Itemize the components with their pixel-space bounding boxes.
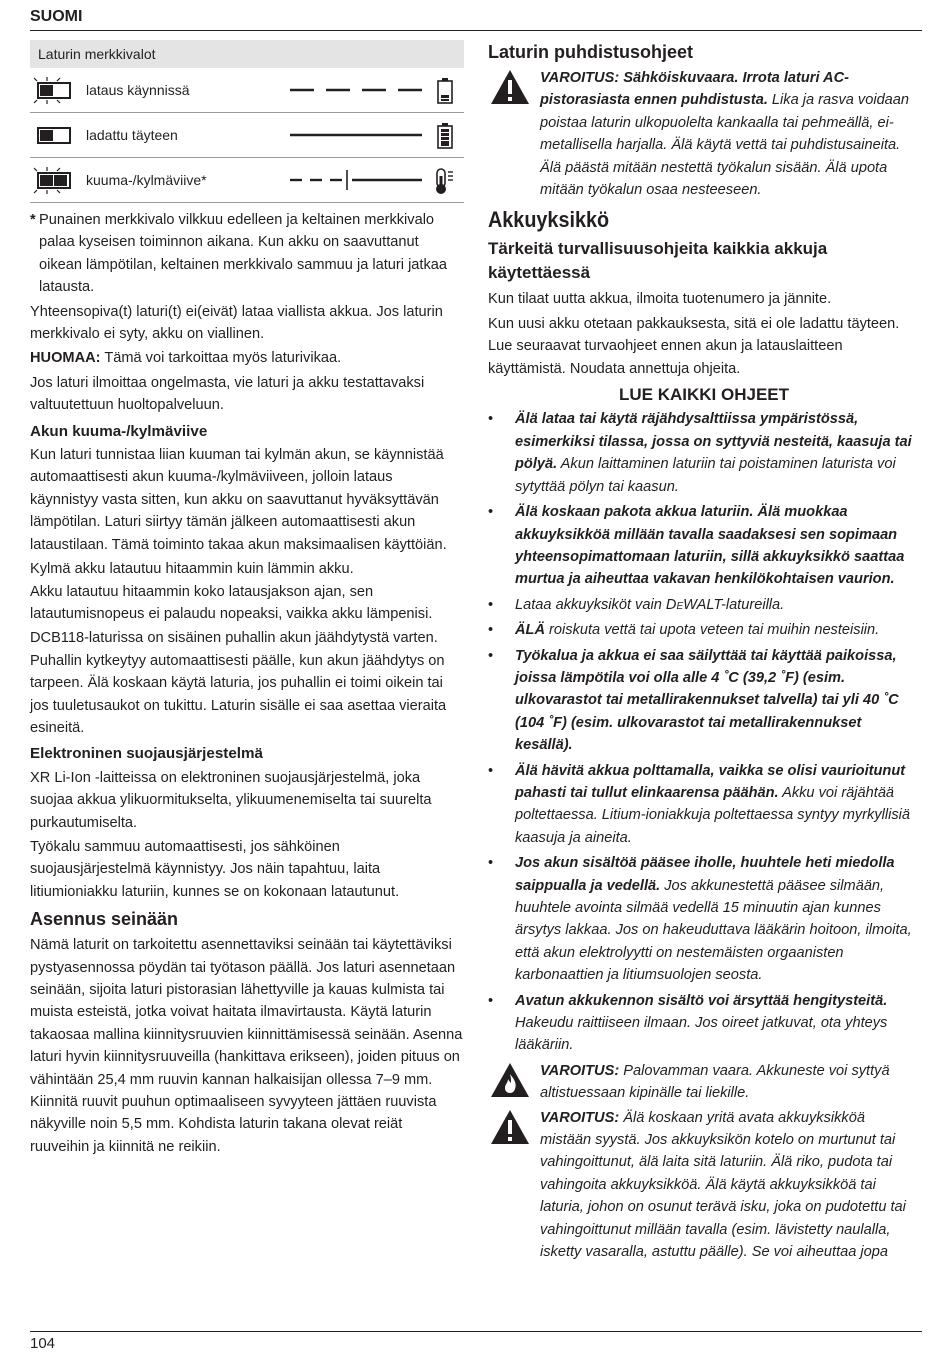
paragraph: Kun uusi akku otetaan pakkauksesta, sitä ei ole ladattu täyteen. Lue seuraavat turvaohjeet ennen akun ja latauslaitteen käyttämistä. Noudata annettuja ohjeita. — [488, 315, 900, 377]
list-item: • ÄLÄ roiskuta vettä tai upota veteen tai muihin nesteisiin. — [488, 622, 880, 639]
read-all-instructions: LUE KAIKKI OHJEET — [618, 385, 790, 405]
warning-fire: VAROITUS: Palovamman vaara. Akkuneste voi syttyä altistuessaan kipinälle tai liekille. — [488, 1060, 920, 1105]
list-item: • Jos akun sisältöä pääsee iholle, huuhtele heti miedolla saippualla ja vedellä. Jos akkunestettä pääsee silmään, huuhtele avointa silmää vedellä 15 minuutin ajan kunnes ärsytys lakkaa. Jos on hakeuduttava lääkärin hoitoon, ilmoita, että akun elektrolyytti on nestemäisten orgaanisten karbonaattien ja litiumsuolojen seosta. — [488, 855, 912, 984]
solid-pattern-indicator — [286, 121, 462, 151]
note-paragraph: HUOMAA: Tämä voi tarkoittaa myös laturivikaa. — [30, 350, 342, 367]
blinking-pattern-indicator — [286, 76, 462, 106]
battery-full-icon — [438, 123, 452, 148]
battery-charging-icon — [438, 78, 452, 103]
warning-do-not-open: VAROITUS: Älä koskaan yritä avata akkuyksikköä mistään syystä. Jos akkuyksikön kotelo on murtunut tai vahingoittunut, älä laita sitä laturiin. Älä riko, pudota tai vahingoita akkuyksikköä. Älä käytä akkuyksikköä tai laturia, johon on osunut terävä isku, joka on pudotettu tai vahingoittunut millään tavalla (esim. lävistetty naulalla, isketty vasaralla, astuttu päälle). Se voi aiheuttaa jopa — [488, 1107, 920, 1264]
list-item: • Työkalua ja akkua ei saa säilyttää tai käyttää paikoissa, joissa lämpötila voi olla alle 4 ˚C (39,2 ˚F) (esim. ulkovarastot tai metallirakennukset talvella) tai yli 40 ˚C (104 ˚F) (esim. ulkovarastot tai metallirakennukset kesällä). — [488, 647, 899, 754]
right-column — [488, 40, 920, 1266]
table-row-charged — [30, 113, 464, 158]
row-label: ladattu täyteen — [86, 127, 178, 143]
list-item: • Älä lataa tai käytä räjähdysalttiissa ympäristössä, esimerkiksi tilassa, jossa on syttyviä nesteitä, kaasuja tai pölyä. Akun laittaminen laturiin tai poistaminen laturista voi sytyttää pölyn tai kaasun. — [488, 411, 912, 495]
list-item: • Älä hävitä akkua polttamalla, vaikka se olisi vaurioitunut pahasti tai tullut elinkaarensa päähän. Akku voi räjähtää poltettaessa. Litium-ioniakkuja poltettaessa syntyy myrkyllisiä kaasuja ja aineita. — [488, 762, 911, 846]
blinking-led-icon — [37, 82, 71, 99]
hot-cold-pattern-indicator — [286, 166, 462, 196]
warning-electric-shock: VAROITUS: Sähköiskuvaara. Irrota laturi AC-pistorasiasta ennen puhdistusta. Lika ja rasva voidaan poistaa laturin ulkopuolelta kankaalla tai pehmeällä, ei-metallisella harjalla. Älä käytä vettä tai puhdistusaineita. Älä päästä mitään nestettä työkalun sisään. Älä upota mitään työkalun osaa nesteeseen. — [488, 67, 920, 201]
paragraph: Kun laturi tunnistaa liian kuuman tai kylmän akun, se käynnistää automaattisesti akun kuuma-/kylmäviiveen, jolloin lataus käynnistyy vasta sitten, kun akku on saavuttanut hyväksyttävän lämpötilan. Laturi siirtyy tämän jälkeen automaattisesti akun lataustilaan. Tämä toiminto takaa akun maksimaalisen käyttöiän. — [30, 447, 447, 553]
heading-hot-cold-delay: Akun kuuma-/kylmäviive — [30, 422, 208, 440]
list-item: • Lataa akkuyksiköt vain DeWALT-latureilla. — [488, 596, 785, 613]
heading-safety-instructions: Tärkeitä turvallisuusohjeita kaikkia akkuja käytettäessä — [488, 239, 828, 283]
hot-cold-led-icon — [37, 172, 71, 189]
list-item: • Avatun akkukennon sisältö voi ärsyttää hengitysteitä. Hakeudu raittiiseen ilmaan. Jos oireet jatkuvat, ota yhteys lääkäriin. — [488, 992, 888, 1054]
paragraph: Akku latautuu hitaammin koko latausjakson ajan, sen latautumisnopeus ei palaudu nopeaksi, vaikka akku lämpenisi. — [30, 583, 433, 622]
row-label: kuuma-/kylmäviive* — [86, 172, 207, 188]
heading-electronic-protection: Elektroninen suojausjärjestelmä — [30, 745, 263, 763]
warning-triangle-icon — [490, 69, 530, 105]
paragraph: XR Li-Ion -laitteissa on elektroninen suojausjärjestelmä, joka suojaa akkua ylikuormitukselta, ylikuumenemiselta tai suurelta purkautumiselta. — [30, 769, 432, 831]
hot-cold-footnote: * Punainen merkkivalo vilkkuu edelleen ja keltainen merkkivalo palaa kyseisen toiminnon aikana. Kun akku on saavuttanut oikean lämpötilan, keltainen merkkivalo sammuu ja laturi jatkaa latausta. — [30, 212, 448, 296]
paragraph: Jos laturi ilmoittaa ongelmasta, vie laturi ja akku testattavaksi valtuutettuun huoltopalveluun. — [30, 374, 425, 414]
charger-lights-table — [30, 40, 464, 203]
paragraph: Kun tilaat uutta akkua, ilmoita tuotenumero ja jännite. — [488, 291, 832, 308]
paragraph: Yhteensopiva(t) laturi(t) ei(eivät) lataa viallista akkua. Jos laturin merkkivalo ei syty, akku on viallinen. — [30, 303, 443, 343]
fire-warning-icon — [490, 1062, 530, 1098]
paragraph: Nämä laturit on tarkoitettu asennettaviksi seinään tai käytettäviksi pystyasennossa pöydän tai työtason päällä. Jos laturi asennetaan seinään, sijoita laturi pistorasian lähettyville ja kauas kulmista tai muista esteistä, jotka voivat haitata ilmavirtausta. Käytä laturin takaosaa mallina kiinnitysruuvien kiinnittämisessä seinään. Asenna laturi hyvin kiinnitysruuveilla (hankittava erikseen), joiden pituus on vähintään 25,4 mm ruuvin kannan halkaisijan ollessa 7–9 mm. Kiinnitä ruuvit puuhun optimaaliseen syvyyteen jättäen ruuvista näkyville noin 5,5 mm. Kohdista laturin takana olevat reiät ruuveihin ja kiinnitä ne reikiin. — [30, 937, 463, 1155]
solid-led-icon — [37, 127, 71, 144]
table-row-charging — [30, 68, 464, 113]
header-rule — [30, 30, 922, 31]
heading-cleaning: Laturin puhdistusohjeet — [488, 42, 693, 62]
thermometer-icon — [436, 169, 453, 194]
paragraph: DCB118-laturissa on sisäinen puhallin akun jäähdytystä varten. Puhallin kytkeytyy automaattisesti päälle, kun akun jäähdytys on tarpeen. Älä koskaan käytä laturia, jos puhallin ei toimi oikein tai jos tuuletusaukot on tukittu. Laturin sisälle ei saa asettaa vieraita esineitä. — [30, 630, 447, 736]
paragraph: Työkalu sammuu automaattisesti, jos sähköinen suojausjärjestelmä käynnistyy. Jos näin tapahtuu, laita litiumioniakku laturiin, kunnes se on kokonaan latautunut. — [30, 838, 400, 900]
header-language: SUOMI — [30, 8, 83, 25]
heading-wall-mounting: Asennus seinään — [30, 909, 179, 930]
row-label: lataus käynnissä — [86, 82, 190, 98]
left-column — [30, 40, 464, 1160]
heading-battery-pack: Akkuyksikkö — [488, 207, 610, 233]
footer-rule — [30, 1331, 922, 1332]
table-title: Laturin merkkivalot — [30, 40, 464, 68]
page-number: 104 — [30, 1335, 56, 1352]
table-row-hot-cold — [30, 158, 464, 203]
paragraph: Kylmä akku latautuu hitaammin kuin lämmin akku. — [30, 561, 354, 578]
list-item: • Älä koskaan pakota akkua laturiin. Älä muokkaa akkuyksikköä millään tavalla saadaksesi sen sopimaan yhteensopimattomaan laturiin, sillä akkuyksikkö saattaa murtua ja aiheuttaa vakavan henkilökohtaisen vaurion. — [488, 504, 905, 588]
warning-triangle-icon — [490, 1109, 530, 1145]
